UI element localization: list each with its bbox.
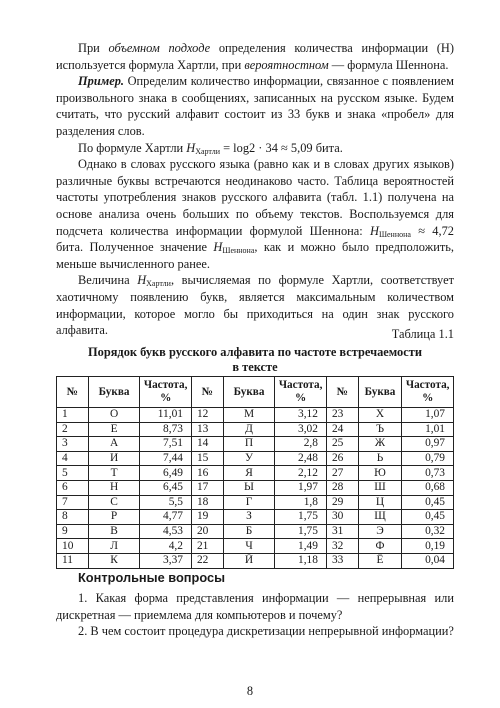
row-number-cell: 6 — [57, 480, 89, 495]
row-number-cell: 27 — [326, 466, 358, 481]
row-letter-cell: Ы — [223, 480, 275, 495]
table-title: Порядок букв русского алфавита по частоте встречаемости в тексте — [88, 345, 422, 374]
row-number-cell: 33 — [326, 553, 358, 568]
row-letter-cell: Л — [88, 539, 140, 554]
row-number-cell: 23 — [326, 408, 358, 423]
row-frequency-cell: 0,19 — [402, 539, 454, 554]
row-letter-cell: Е — [88, 422, 140, 437]
row-letter-cell: О — [88, 408, 140, 423]
row-number-cell: 32 — [326, 539, 358, 554]
row-frequency-cell: 0,97 — [402, 437, 454, 452]
row-number-cell: 25 — [326, 437, 358, 452]
table-row — [57, 524, 454, 539]
row-frequency-cell: 7,51 — [140, 437, 192, 452]
row-number-cell: 2 — [57, 422, 89, 437]
row-letter-cell: Й — [223, 553, 275, 568]
letter-frequency-table — [56, 376, 454, 569]
row-number-cell: 28 — [326, 480, 358, 495]
row-number-cell: 29 — [326, 495, 358, 510]
row-letter-cell: Ь — [358, 451, 402, 466]
row-letter-cell: Н — [88, 480, 140, 495]
row-letter-cell: Т — [88, 466, 140, 481]
row-frequency-cell: 7,44 — [140, 451, 192, 466]
row-frequency-cell: 0,32 — [402, 524, 454, 539]
row-frequency-cell: 1,18 — [275, 553, 327, 568]
row-letter-cell: И — [88, 451, 140, 466]
page-number: 8 — [246, 684, 254, 698]
row-frequency-cell: 6,45 — [140, 480, 192, 495]
row-letter-cell: Ё — [358, 553, 402, 568]
row-frequency-cell: 4,2 — [140, 539, 192, 554]
row-letter-cell: У — [223, 451, 275, 466]
row-number-cell: 4 — [57, 451, 89, 466]
row-letter-cell: Ш — [358, 480, 402, 495]
col-header-letter: Буква — [223, 377, 275, 408]
row-number-cell: 26 — [326, 451, 358, 466]
table-row — [57, 510, 454, 525]
row-frequency-cell: 3,12 — [275, 408, 327, 423]
row-number-cell: 1 — [57, 408, 89, 423]
row-frequency-cell: 2,48 — [275, 451, 327, 466]
row-frequency-cell: 0,68 — [402, 480, 454, 495]
row-frequency-cell: 4,77 — [140, 510, 192, 525]
table-row — [57, 451, 454, 466]
row-frequency-cell: 0,45 — [402, 510, 454, 525]
row-frequency-cell: 1,49 — [275, 539, 327, 554]
row-frequency-cell: 1,01 — [402, 422, 454, 437]
row-letter-cell: З — [223, 510, 275, 525]
row-frequency-cell: 6,49 — [140, 466, 192, 481]
question-item: 2. В чем состоит процедура дискретизации непрерывной информации? — [78, 624, 454, 639]
col-header-num: № — [326, 377, 358, 408]
row-frequency-cell: 2,8 — [275, 437, 327, 452]
row-frequency-cell: 1,75 — [275, 524, 327, 539]
table-row — [57, 408, 454, 423]
row-number-cell: 7 — [57, 495, 89, 510]
row-letter-cell: Ж — [358, 437, 402, 452]
row-letter-cell: С — [88, 495, 140, 510]
table-row — [57, 437, 454, 452]
body-text — [56, 40, 454, 339]
question-item: 1. Какая форма представления информации — непрерывная или дискретная — приемлема для компьютеров и почему? — [56, 591, 454, 622]
col-header-letter: Буква — [358, 377, 402, 408]
row-number-cell: 13 — [191, 422, 223, 437]
row-letter-cell: Я — [223, 466, 275, 481]
section-title: Контрольные вопросы — [78, 570, 226, 585]
row-number-cell: 21 — [191, 539, 223, 554]
row-frequency-cell: 11,01 — [140, 408, 192, 423]
row-frequency-cell: 2,12 — [275, 466, 327, 481]
table-row — [57, 539, 454, 554]
row-number-cell: 14 — [191, 437, 223, 452]
row-frequency-cell: 4,53 — [140, 524, 192, 539]
table-row — [57, 466, 454, 481]
table-number: Таблица 1.1 — [391, 327, 454, 341]
row-letter-cell: Д — [223, 422, 275, 437]
row-letter-cell: А — [88, 437, 140, 452]
col-header-freq: Частота, % — [140, 377, 192, 408]
table-row — [57, 480, 454, 495]
questions-list — [56, 590, 454, 640]
row-letter-cell: В — [88, 524, 140, 539]
row-frequency-cell: 0,79 — [402, 451, 454, 466]
row-letter-cell: Ч — [223, 539, 275, 554]
row-number-cell: 17 — [191, 480, 223, 495]
row-number-cell: 11 — [57, 553, 89, 568]
row-letter-cell: Э — [358, 524, 402, 539]
row-letter-cell: К — [88, 553, 140, 568]
row-number-cell: 20 — [191, 524, 223, 539]
row-frequency-cell: 3,37 — [140, 553, 192, 568]
table-row — [57, 495, 454, 510]
row-frequency-cell: 3,02 — [275, 422, 327, 437]
paragraph-shannon: Однако в словах русского языка (равно как и в словах других языков) различные буквы встречаются неодинаково часто. Таблица вероятностей частоты употребления знаков русского алфавита (табл. 1.1) получена на основе анализа очень больших по объему текстов. Воспользуемся для подсчета количества информации формулой Шеннона: $H_{Шеннона} \approx 4,72$ бита. Полученное значение $H_{Шеннона}$, как и можно было предположить, меньше вычисленного ранее. — [56, 157, 454, 271]
row-frequency-cell: 1,07 — [402, 408, 454, 423]
paragraph-hartley-max: Величина $H_{Хартли}$, вычисляемая по формуле Хартли, соответствует хаотичному появлению букв, является максимальным количеством информации, которое могло бы приходиться на один знак русского алфавита. — [56, 273, 454, 338]
row-frequency-cell: 8,73 — [140, 422, 192, 437]
row-letter-cell: М — [223, 408, 275, 423]
table-row — [57, 553, 454, 568]
row-number-cell: 18 — [191, 495, 223, 510]
paragraph-example: Пример. Определим количество информации, связанное с появлением произвольного знака в сообщениях, записанных на русском языке. Будем считать, что русский алфавит состоит из 33 букв и знака «пробел» для разделения слов. — [56, 74, 454, 138]
col-header-num: № — [191, 377, 223, 408]
row-letter-cell: Щ — [358, 510, 402, 525]
row-letter-cell: Ц — [358, 495, 402, 510]
row-number-cell: 10 — [57, 539, 89, 554]
table-row — [57, 422, 454, 437]
row-number-cell: 30 — [326, 510, 358, 525]
row-number-cell: 19 — [191, 510, 223, 525]
row-frequency-cell: 0,45 — [402, 495, 454, 510]
row-number-cell: 9 — [57, 524, 89, 539]
row-frequency-cell: 0,04 — [402, 553, 454, 568]
row-frequency-cell: 1,97 — [275, 480, 327, 495]
table-body — [57, 408, 454, 569]
col-header-freq: Частота, % — [275, 377, 327, 408]
row-number-cell: 3 — [57, 437, 89, 452]
row-letter-cell: Б — [223, 524, 275, 539]
row-letter-cell: Ф — [358, 539, 402, 554]
row-letter-cell: П — [223, 437, 275, 452]
row-frequency-cell: 0,73 — [402, 466, 454, 481]
row-letter-cell: Г — [223, 495, 275, 510]
paragraph-hartley-formula: По формуле Хартли $H_{Хартли} = \log 2 \cdot 34 \approx 5,09$ бита. — [78, 140, 343, 156]
row-number-cell: 5 — [57, 466, 89, 481]
row-number-cell: 16 — [191, 466, 223, 481]
row-letter-cell: Р — [88, 510, 140, 525]
row-number-cell: 31 — [326, 524, 358, 539]
col-header-letter: Буква — [88, 377, 140, 408]
row-frequency-cell: 5,5 — [140, 495, 192, 510]
table-header-row — [57, 377, 454, 408]
row-number-cell: 22 — [191, 553, 223, 568]
paragraph-approaches: При объемном подходе определения количества информации (Н) используется формула Хартли, при вероятностном — формула Шеннона. — [56, 41, 455, 72]
row-letter-cell: Х — [358, 408, 402, 423]
row-frequency-cell: 1,8 — [275, 495, 327, 510]
row-number-cell: 12 — [191, 408, 223, 423]
col-header-freq: Частота, % — [402, 377, 454, 408]
row-frequency-cell: 1,75 — [275, 510, 327, 525]
row-number-cell: 8 — [57, 510, 89, 525]
row-letter-cell: Ъ — [358, 422, 402, 437]
col-header-num: № — [57, 377, 89, 408]
row-number-cell: 15 — [191, 451, 223, 466]
row-letter-cell: Ю — [358, 466, 402, 481]
row-number-cell: 24 — [326, 422, 358, 437]
